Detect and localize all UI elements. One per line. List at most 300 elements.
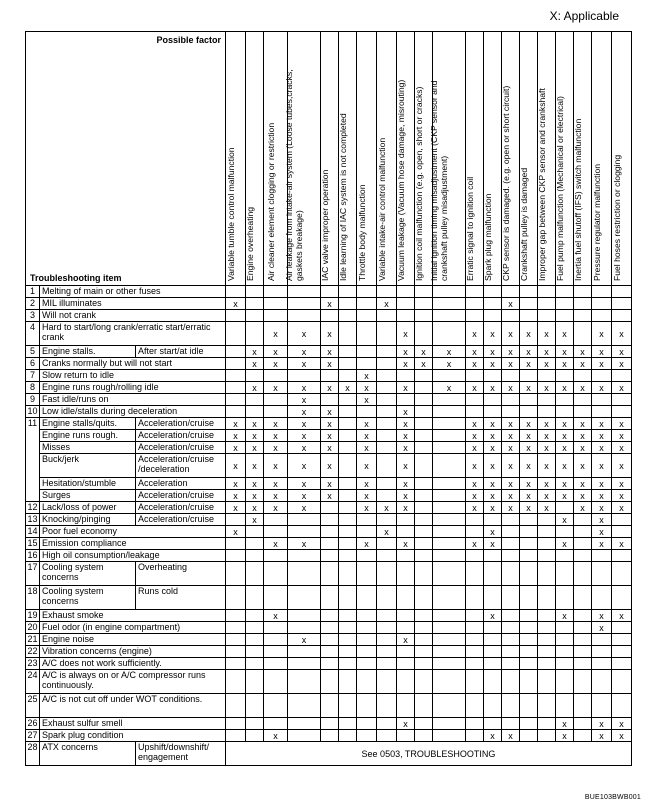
applicability-cell: [574, 730, 592, 742]
applicability-cell: x: [397, 418, 415, 430]
applicability-cell: x: [246, 490, 264, 502]
row-number: 3: [26, 310, 40, 322]
applicability-cell: x: [433, 346, 466, 358]
applicability-cell: [226, 382, 246, 394]
applicability-cell: x: [288, 478, 321, 490]
applicability-cell: [377, 634, 397, 646]
applicability-cell: [520, 658, 538, 670]
applicability-cell: [288, 310, 321, 322]
applicability-cell: [377, 406, 397, 418]
table-row: [26, 286, 632, 298]
factor-label-line: gaskets breakage): [294, 210, 304, 281]
applicability-cell: x: [484, 454, 502, 478]
applicability-cell: [484, 370, 502, 382]
applicability-cell: [502, 634, 520, 646]
applicability-cell: [321, 550, 339, 562]
applicability-cell: [433, 694, 466, 718]
factor-label: [519, 168, 529, 281]
applicability-cell: [433, 634, 466, 646]
applicability-cell: [502, 538, 520, 550]
applicability-cell: x: [484, 490, 502, 502]
factor-label: [396, 80, 406, 281]
applicability-cell: x: [520, 382, 538, 394]
applicability-cell: [538, 370, 556, 382]
applicability-cell: [612, 646, 632, 658]
applicability-cell: [264, 526, 288, 538]
applicability-cell: [556, 394, 574, 406]
applicability-cell: [433, 586, 466, 610]
table-row: [26, 586, 632, 610]
applicability-cell: [377, 514, 397, 526]
applicability-cell: [357, 550, 377, 562]
factor-header: [484, 32, 502, 286]
table-row: [26, 490, 632, 502]
factor-label: [501, 86, 511, 281]
applicability-cell: x: [556, 322, 574, 346]
table-row: [26, 394, 632, 406]
condition: Acceleration/cruise: [136, 430, 226, 442]
header-row: [26, 32, 632, 286]
applicability-cell: [246, 646, 264, 658]
applicability-cell: x: [538, 418, 556, 430]
applicability-cell: x: [397, 538, 415, 550]
factor-header: [466, 32, 484, 286]
applicability-cell: [377, 418, 397, 430]
factor-header: [284, 32, 321, 286]
applicability-cell: [397, 586, 415, 610]
applicability-cell: [574, 538, 592, 550]
applicability-cell: x: [321, 382, 339, 394]
applicability-cell: [415, 478, 433, 490]
applicability-cell: [520, 634, 538, 646]
applicability-cell: [339, 310, 357, 322]
applicability-cell: [556, 586, 574, 610]
applicability-cell: x: [246, 478, 264, 490]
applicability-cell: [592, 550, 612, 562]
applicability-cell: x: [484, 478, 502, 490]
applicability-cell: [357, 610, 377, 622]
applicability-cell: [339, 526, 357, 538]
applicability-cell: [264, 622, 288, 634]
applicability-cell: [288, 694, 321, 718]
applicability-cell: [538, 526, 556, 538]
applicability-cell: [415, 286, 433, 298]
applicability-cell: x: [321, 346, 339, 358]
row-number: 19: [27, 610, 38, 620]
row-number: 6: [26, 358, 40, 370]
applicability-cell: x: [502, 298, 520, 310]
table-row: [26, 370, 632, 382]
factor-label: [592, 164, 602, 281]
applicability-cell: [415, 550, 433, 562]
applicability-cell: x: [288, 442, 321, 454]
applicability-cell: [264, 658, 288, 670]
applicability-cell: [466, 586, 484, 610]
applicability-cell: x: [466, 442, 484, 454]
applicability-cell: [288, 370, 321, 382]
applicability-cell: [433, 430, 466, 442]
applicability-cell: [246, 730, 264, 742]
applicability-cell: x: [612, 430, 632, 442]
applicability-cell: x: [246, 454, 264, 478]
factor-label: [245, 207, 255, 281]
troubleshooting-item: Engine stalls/quits.: [40, 418, 136, 430]
row-number: 16: [27, 550, 38, 560]
factor-label-line: Fuel hoses restriction or clogging: [611, 154, 622, 281]
applicability-cell: [520, 550, 538, 562]
applicability-cell: x: [357, 454, 377, 478]
applicability-cell: [246, 526, 264, 538]
applicability-cell: [466, 526, 484, 538]
applicability-cell: x: [520, 418, 538, 430]
applicability-cell: x: [592, 718, 612, 730]
troubleshooting-matrix: [25, 31, 632, 766]
applicability-cell: [592, 562, 612, 586]
applicability-cell: [484, 586, 502, 610]
applicability-cell: [415, 562, 433, 586]
applicability-cell: [502, 406, 520, 418]
row-number: 17: [26, 562, 40, 586]
applicability-cell: [377, 586, 397, 610]
applicability-cell: [226, 694, 246, 718]
applicability-cell: x: [538, 454, 556, 478]
applicability-cell: [520, 538, 538, 550]
applicability-cell: x: [612, 346, 632, 358]
applicability-cell: [246, 694, 264, 718]
applicability-cell: x: [520, 358, 538, 370]
applicability-cell: x: [433, 382, 466, 394]
applicability-cell: [502, 622, 520, 634]
applicability-cell: [415, 502, 433, 514]
factor-label: [414, 87, 424, 281]
applicability-cell: [246, 310, 264, 322]
applicability-cell: [538, 586, 556, 610]
applicability-cell: [520, 646, 538, 658]
table-row: [26, 610, 632, 622]
applicability-cell: [466, 634, 484, 646]
applicability-cell: [520, 526, 538, 538]
applicability-cell: x: [264, 346, 288, 358]
applicability-cell: [433, 658, 466, 670]
troubleshooting-item: High oil consumption/leakage: [40, 550, 226, 562]
applicability-cell: [397, 310, 415, 322]
applicability-cell: x: [264, 610, 288, 622]
applicability-cell: x: [520, 430, 538, 442]
applicability-cell: [556, 550, 574, 562]
applicability-cell: [288, 646, 321, 658]
applicability-cell: [415, 694, 433, 718]
applicability-cell: [339, 670, 357, 694]
applicability-cell: [612, 670, 632, 694]
factor-label-line: Initial ignition timing misadjustment (CKP sensor and: [429, 80, 439, 281]
applicability-cell: [321, 634, 339, 646]
applicability-cell: x: [288, 346, 321, 358]
table-row: [26, 730, 632, 742]
condition: Upshift/downshift/ engagement: [136, 742, 226, 766]
applicability-cell: x: [321, 454, 339, 478]
applicability-cell: x: [357, 538, 377, 550]
applicability-cell: [377, 658, 397, 670]
applicability-cell: [415, 610, 433, 622]
applicability-cell: x: [288, 430, 321, 442]
applicability-cell: [538, 730, 556, 742]
applicability-cell: [466, 550, 484, 562]
troubleshooting-item: Slow return to idle: [40, 370, 226, 382]
applicability-cell: [415, 298, 433, 310]
applicability-cell: x: [246, 418, 264, 430]
factor-header: [592, 32, 612, 286]
applicability-cell: [264, 586, 288, 610]
applicability-cell: x: [264, 418, 288, 430]
applicability-cell: [612, 622, 632, 634]
applicability-cell: [339, 394, 357, 406]
reference-note: See 0503, TROUBLESHOOTING: [226, 742, 632, 766]
applicability-cell: [226, 658, 246, 670]
applicability-cell: x: [466, 538, 484, 550]
applicability-cell: [466, 622, 484, 634]
applicability-cell: [466, 610, 484, 622]
applicability-cell: [538, 406, 556, 418]
applicability-cell: [433, 490, 466, 502]
possible-factor-label: Possible factor: [156, 35, 221, 45]
applicability-cell: [397, 370, 415, 382]
row-number: 9: [26, 394, 40, 406]
applicability-cell: [612, 310, 632, 322]
applicability-cell: [574, 310, 592, 322]
legend-applicable: X: Applicable: [549, 9, 619, 23]
applicability-cell: x: [288, 406, 321, 418]
factor-label-line: Improper gap between CKP sensor and crankshaft: [536, 88, 547, 281]
applicability-cell: [556, 658, 574, 670]
applicability-cell: [520, 730, 538, 742]
applicability-cell: x: [246, 346, 264, 358]
applicability-cell: [288, 622, 321, 634]
applicability-cell: [264, 370, 288, 382]
applicability-cell: x: [246, 430, 264, 442]
applicability-cell: [288, 670, 321, 694]
table-row: [26, 418, 632, 430]
applicability-cell: [377, 358, 397, 370]
applicability-cell: [264, 286, 288, 298]
factor-header: [226, 32, 246, 286]
applicability-cell: x: [466, 346, 484, 358]
applicability-cell: [433, 538, 466, 550]
factor-label-line: Fuel pump malfunction (Mechanical or electrical): [554, 96, 565, 281]
applicability-cell: x: [502, 478, 520, 490]
factor-label-line: Variable intake-air control malfunction: [376, 137, 387, 281]
applicability-cell: [466, 310, 484, 322]
applicability-cell: [520, 298, 538, 310]
applicability-cell: [484, 298, 502, 310]
applicability-cell: [538, 646, 556, 658]
applicability-cell: [321, 658, 339, 670]
troubleshooting-item: Lack/loss of power: [40, 502, 136, 514]
applicability-cell: [288, 526, 321, 538]
applicability-cell: [321, 646, 339, 658]
applicability-cell: [226, 514, 246, 526]
applicability-cell: x: [484, 538, 502, 550]
applicability-cell: x: [484, 418, 502, 430]
applicability-cell: x: [592, 526, 612, 538]
applicability-cell: [377, 646, 397, 658]
applicability-cell: [226, 562, 246, 586]
applicability-cell: x: [556, 490, 574, 502]
troubleshooting-item: Cooling system concerns: [40, 586, 136, 610]
applicability-cell: x: [592, 490, 612, 502]
applicability-cell: x: [502, 418, 520, 430]
applicability-cell: [264, 394, 288, 406]
row-number: 27: [27, 730, 38, 740]
applicability-cell: [357, 694, 377, 718]
applicability-cell: x: [484, 358, 502, 370]
applicability-cell: [574, 514, 592, 526]
applicability-cell: x: [397, 502, 415, 514]
applicability-cell: [592, 658, 612, 670]
applicability-cell: [574, 370, 592, 382]
troubleshooting-item: Misses: [40, 442, 136, 454]
table-row: [26, 514, 632, 526]
applicability-cell: [415, 634, 433, 646]
table-row: [26, 658, 632, 670]
applicability-cell: [339, 586, 357, 610]
applicability-cell: [466, 670, 484, 694]
applicability-cell: x: [574, 358, 592, 370]
applicability-cell: [538, 310, 556, 322]
applicability-cell: [357, 622, 377, 634]
applicability-cell: [377, 610, 397, 622]
applicability-cell: x: [574, 430, 592, 442]
applicability-cell: x: [502, 502, 520, 514]
applicability-cell: x: [264, 358, 288, 370]
applicability-cell: [246, 286, 264, 298]
applicability-cell: [466, 370, 484, 382]
applicability-cell: [264, 298, 288, 310]
applicability-cell: x: [288, 454, 321, 478]
applicability-cell: x: [502, 454, 520, 478]
factor-header: [502, 32, 520, 286]
applicability-cell: x: [288, 538, 321, 550]
applicability-cell: [246, 322, 264, 346]
applicability-cell: x: [264, 490, 288, 502]
applicability-cell: x: [246, 502, 264, 514]
troubleshooting-item: ATX concerns: [40, 742, 136, 766]
applicability-cell: [246, 406, 264, 418]
figure-code: BUE103BWB001: [584, 794, 641, 801]
applicability-cell: [592, 298, 612, 310]
troubleshooting-item: A/C is always on or A/C compressor runs continuously.: [40, 670, 226, 694]
applicability-cell: x: [556, 718, 574, 730]
applicability-cell: [357, 406, 377, 418]
applicability-cell: [357, 346, 377, 358]
applicability-cell: [574, 550, 592, 562]
applicability-cell: x: [574, 382, 592, 394]
factor-header: [377, 32, 397, 286]
applicability-cell: [397, 286, 415, 298]
applicability-cell: [538, 550, 556, 562]
applicability-cell: [339, 430, 357, 442]
applicability-cell: x: [592, 622, 612, 634]
applicability-cell: [612, 394, 632, 406]
table-row: [26, 346, 632, 358]
applicability-cell: [502, 514, 520, 526]
row-number: 18: [26, 586, 40, 610]
applicability-cell: [246, 394, 264, 406]
applicability-cell: x: [484, 526, 502, 538]
applicability-cell: [397, 610, 415, 622]
applicability-cell: x: [397, 442, 415, 454]
applicability-cell: [264, 550, 288, 562]
applicability-cell: x: [357, 418, 377, 430]
applicability-cell: [520, 514, 538, 526]
factor-label: [465, 177, 475, 281]
row-number: 11: [26, 418, 40, 502]
applicability-cell: [246, 538, 264, 550]
applicability-cell: x: [264, 322, 288, 346]
troubleshooting-item: Will not crank: [40, 310, 226, 322]
applicability-cell: x: [612, 502, 632, 514]
applicability-cell: x: [357, 490, 377, 502]
table-row: [26, 442, 632, 454]
applicability-cell: [484, 634, 502, 646]
applicability-cell: x: [592, 322, 612, 346]
applicability-cell: [288, 286, 321, 298]
applicability-cell: x: [574, 490, 592, 502]
applicability-cell: x: [520, 490, 538, 502]
applicability-cell: x: [466, 382, 484, 394]
applicability-cell: [264, 310, 288, 322]
applicability-cell: [484, 718, 502, 730]
applicability-cell: [397, 514, 415, 526]
row-number: 23: [27, 658, 38, 668]
applicability-cell: [226, 370, 246, 382]
table-row: [26, 526, 632, 538]
applicability-cell: [377, 718, 397, 730]
row-number: 7: [26, 370, 40, 382]
applicability-cell: [484, 694, 502, 718]
troubleshooting-item: Engine runs rough.: [40, 430, 136, 442]
applicability-cell: x: [538, 358, 556, 370]
factor-label-line: Crankshaft pulley is damaged: [518, 167, 529, 281]
applicability-cell: x: [357, 442, 377, 454]
table-row: [26, 454, 632, 478]
applicability-cell: [502, 610, 520, 622]
applicability-cell: x: [321, 418, 339, 430]
table-row: [26, 742, 632, 766]
applicability-cell: [574, 718, 592, 730]
applicability-cell: [264, 718, 288, 730]
applicability-cell: x: [226, 502, 246, 514]
applicability-cell: [288, 298, 321, 310]
table-row: [26, 550, 632, 562]
applicability-cell: [592, 286, 612, 298]
applicability-cell: [556, 646, 574, 658]
applicability-cell: [433, 442, 466, 454]
applicability-cell: x: [226, 430, 246, 442]
applicability-cell: [592, 310, 612, 322]
applicability-cell: x: [612, 610, 632, 622]
applicability-cell: [339, 610, 357, 622]
applicability-cell: [397, 622, 415, 634]
applicability-cell: [226, 634, 246, 646]
applicability-cell: x: [321, 490, 339, 502]
applicability-cell: [574, 694, 592, 718]
applicability-cell: [377, 430, 397, 442]
applicability-cell: x: [538, 346, 556, 358]
applicability-cell: [246, 622, 264, 634]
factor-label: [429, 81, 449, 281]
factor-header: [538, 32, 556, 286]
applicability-cell: [321, 310, 339, 322]
